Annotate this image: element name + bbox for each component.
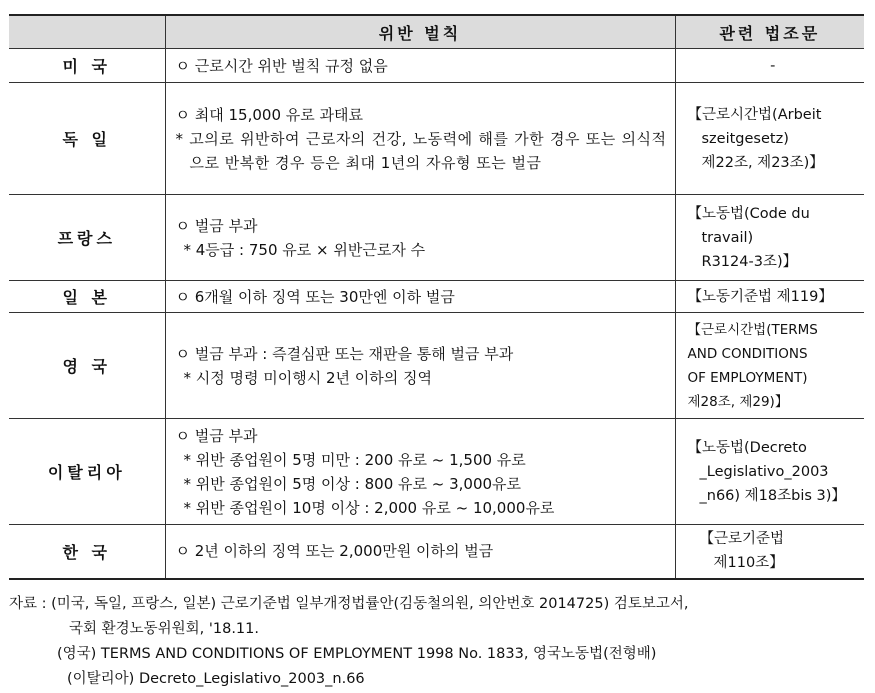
table-row-france: [9, 195, 864, 281]
law-line: 제22조, 제23조)】: [701, 154, 824, 171]
law-line: 【근로시간법(Arbeit: [687, 106, 822, 123]
law-cell-korea: [675, 525, 864, 579]
source-line-3: (영국) TERMS AND CONDITIONS OF EMPLOYMENT 1998 No. 1833, 영국노동법(전형배): [57, 646, 657, 662]
penalty-cell-japan: [165, 281, 675, 313]
law-line: 【노동기준법 제119】: [687, 288, 833, 305]
penalty-cell-germany: [165, 83, 675, 195]
penalty-comparison-table: [9, 14, 864, 580]
penalty-note: * 4등급 : 750 유로 × 위반근로자 수: [183, 240, 426, 259]
source-note: [9, 592, 869, 692]
law-line: OF EMPLOYMENT): [687, 369, 808, 386]
law-line: AND CONDITIONS: [687, 345, 808, 362]
source-line-4: (이탈리아) Decreto_Legislativo_2003_n.66: [67, 671, 365, 687]
penalty-line: ㅇ 벌금 부과: [175, 216, 258, 235]
penalty-cell-korea: [165, 525, 675, 579]
header-penalty: 위반 벌칙: [165, 15, 675, 49]
table-row-japan: [9, 281, 864, 313]
law-line: R3124-3조)】: [701, 253, 798, 270]
penalty-line: ㅇ 최대 15,000 유로 과태료: [175, 105, 363, 124]
table-row-uk: [9, 313, 864, 419]
law-line: szeitgesetz): [701, 130, 789, 147]
penalty-note: * 시정 명령 미이행시 2년 이하의 징역: [183, 368, 433, 387]
law-line: _n66) 제18조bis 3)】: [699, 487, 846, 504]
law-line: 제28조, 제29)】: [687, 393, 789, 410]
penalty-line: ㅇ 6개월 이하 징역 또는 30만엔 이하 벌금: [175, 287, 455, 306]
table-row-germany: [9, 83, 864, 195]
law-cell-italy: [675, 419, 864, 525]
law-line: 【노동법(Decreto: [687, 439, 807, 456]
country-uk: 영 국: [9, 313, 165, 419]
penalty-line: ㅇ 벌금 부과 : 즉결심판 또는 재판을 통해 벌금 부과: [175, 344, 514, 363]
table-row-korea: [9, 525, 864, 579]
penalty-line: ㅇ 근로시간 위반 벌칙 규정 없음: [175, 56, 388, 75]
law-cell-france: [675, 195, 864, 281]
penalty-note: * 위반 종업원이 10명 이상 : 2,000 유로 ~ 10,000유로: [183, 498, 555, 517]
header-law: 관련 법조문: [675, 15, 864, 49]
penalty-note: * 위반 종업원이 5명 미만 : 200 유로 ~ 1,500 유로: [183, 450, 526, 469]
penalty-line: ㅇ 2년 이하의 징역 또는 2,000만원 이하의 벌금: [175, 542, 494, 561]
country-france: 프랑스: [9, 195, 165, 281]
penalty-cell-usa: [165, 49, 675, 83]
law-cell-usa: [675, 49, 864, 83]
source-line-2: 국회 환경노동위원회, '18.11.: [69, 621, 259, 637]
header-country: [9, 15, 165, 49]
source-line-1: 자료 : (미국, 독일, 프랑스, 일본) 근로기준법 일부개정법률안(김동철의원, 의안번호 2014725) 검토보고서,: [9, 596, 689, 612]
law-cell-japan: [675, 281, 864, 313]
law-cell-uk: [675, 313, 864, 419]
penalty-cell-france: [165, 195, 675, 281]
law-line: 【근로기준법: [699, 531, 785, 548]
law-cell-germany: [675, 83, 864, 195]
penalty-note: * 위반 종업원이 5명 이상 : 800 유로 ~ 3,000유로: [183, 474, 522, 493]
penalty-cell-italy: [165, 419, 675, 525]
table-row-italy: [9, 419, 864, 525]
header-row: [9, 15, 864, 49]
table-row-usa: [9, 49, 864, 83]
country-italy: 이탈리아: [9, 419, 165, 525]
law-line: 【근로시간법(TERMS: [687, 321, 818, 338]
law-line: travail): [701, 229, 754, 246]
country-korea: 한 국: [9, 525, 165, 579]
country-germany: 독 일: [9, 83, 165, 195]
penalty-line: ㅇ 벌금 부과: [175, 426, 258, 445]
law-line: 【노동법(Code du: [687, 205, 810, 222]
law-line: _Legislativo_2003: [699, 463, 829, 480]
country-japan: 일 본: [9, 281, 165, 313]
penalty-cell-uk: [165, 313, 675, 419]
country-usa: 미 국: [9, 49, 165, 83]
penalty-note: * 고의로 위반하여 근로자의 건강, 노동력에 해를 가한 경우 또는 의식적으로 반복한 경우 등은 최대 1년의 자유형 또는 벌금: [175, 129, 667, 172]
law-line: -: [770, 57, 776, 74]
law-line: 제110조】: [713, 555, 784, 572]
